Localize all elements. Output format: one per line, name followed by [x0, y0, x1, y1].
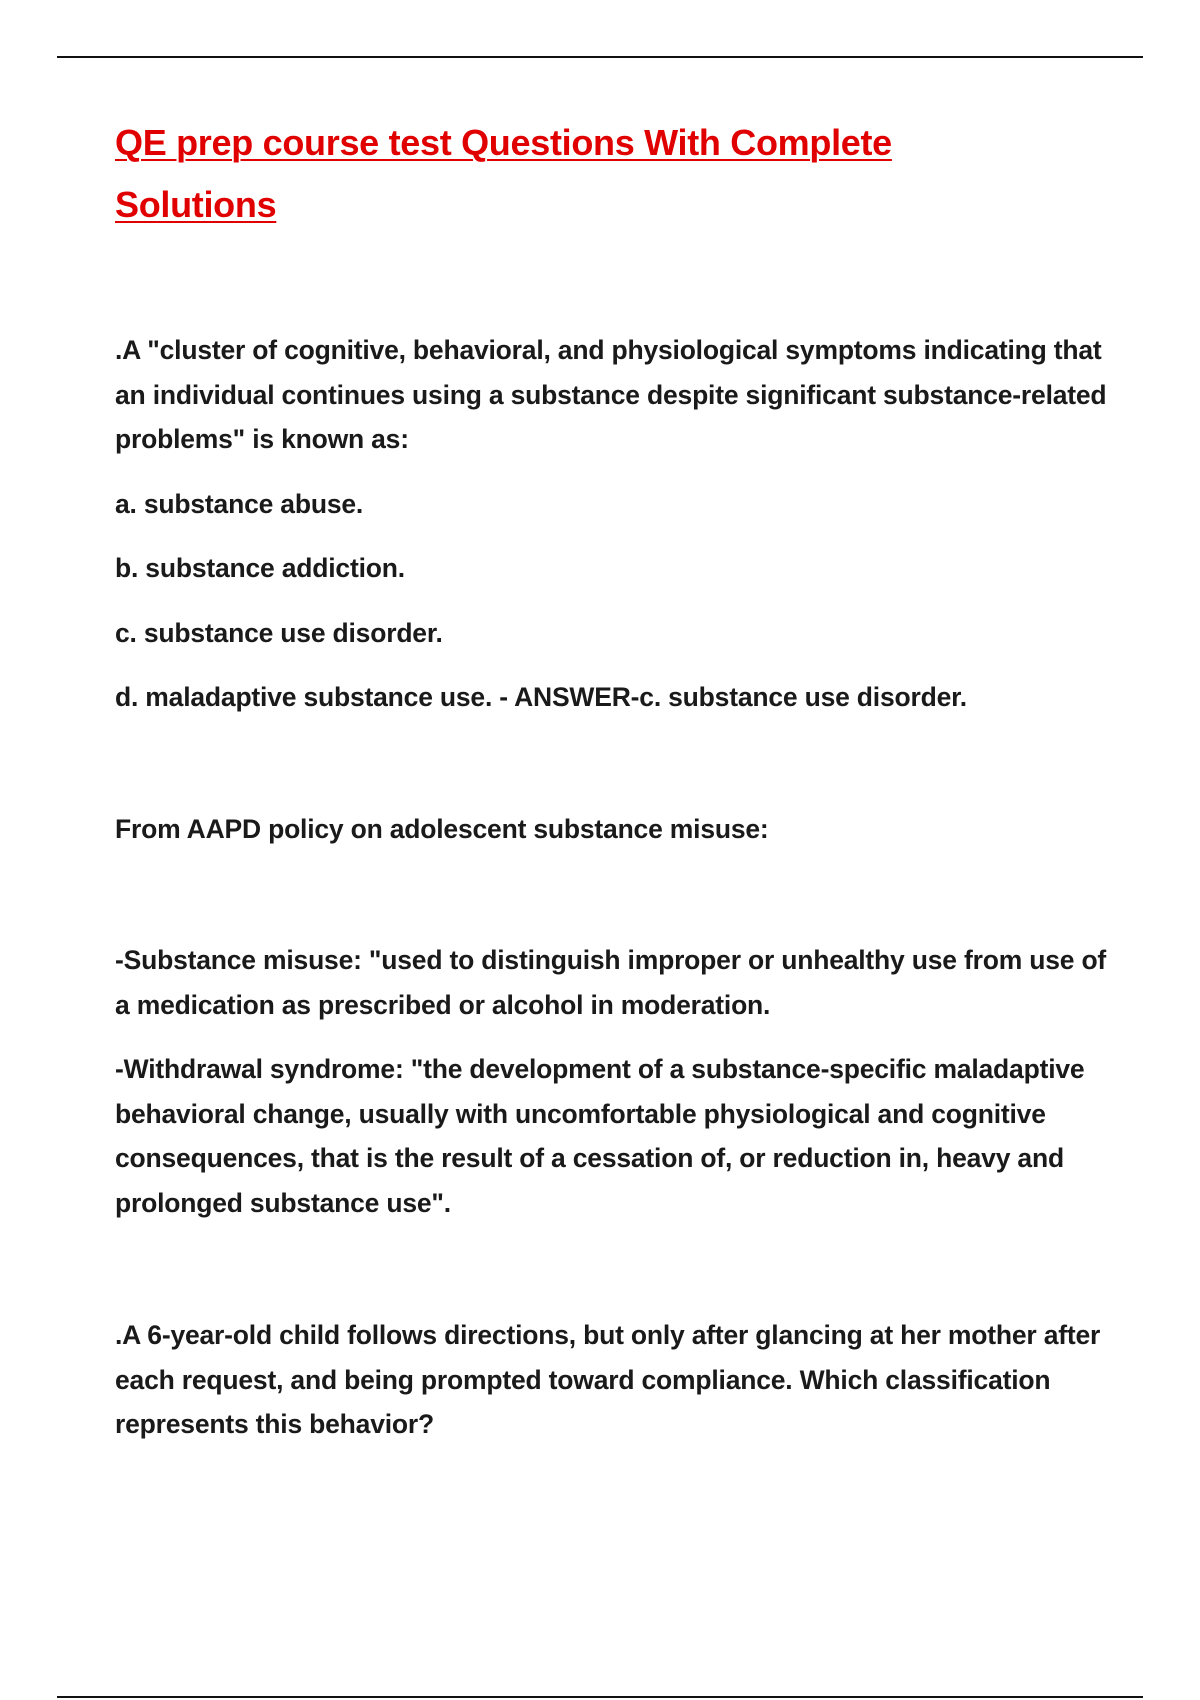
document-title — [115, 112, 1125, 236]
bottom-divider — [57, 1696, 1143, 1698]
question-1-option-c: c. substance use disorder. — [115, 617, 443, 648]
definition-substance-misuse: -Substance misuse: "used to distinguish improper or unhealthy use from use of a medication as prescribed or alcohol in moderation. — [115, 945, 1107, 1020]
definition-withdrawal-syndrome: -Withdrawal syndrome: "the development of a substance-specific maladaptive behavioral change, usually with uncomfortable physiological and cognitive consequences, that is the result of a cessation of, or reduction in, heavy and prolonged substance use". — [115, 1054, 1085, 1218]
top-divider — [57, 56, 1143, 58]
title-line-1: QE prep course test Questions With Complete — [115, 122, 892, 163]
question-2-stem: .A 6-year-old child follows directions, but only after glancing at her mother after each request, and being prompted toward compliance. Which classification represents this behavior? — [115, 1320, 1101, 1439]
question-1-option-b: b. substance addiction. — [115, 553, 405, 583]
question-1-stem: .A "cluster of cognitive, behavioral, and physiological symptoms indicating that an individual continues using a substance despite significant substance-related problems" is known as: — [115, 335, 1107, 454]
policy-source-heading: From AAPD policy on adolescent substance misuse: — [115, 813, 769, 844]
document-body — [115, 112, 1125, 1447]
title-line-2: Solutions — [115, 184, 277, 225]
question-1-option-a: a. substance abuse. — [115, 488, 364, 519]
question-1-option-d-answer: d. maladaptive substance use. - ANSWER-c. substance use disorder. — [115, 682, 967, 712]
